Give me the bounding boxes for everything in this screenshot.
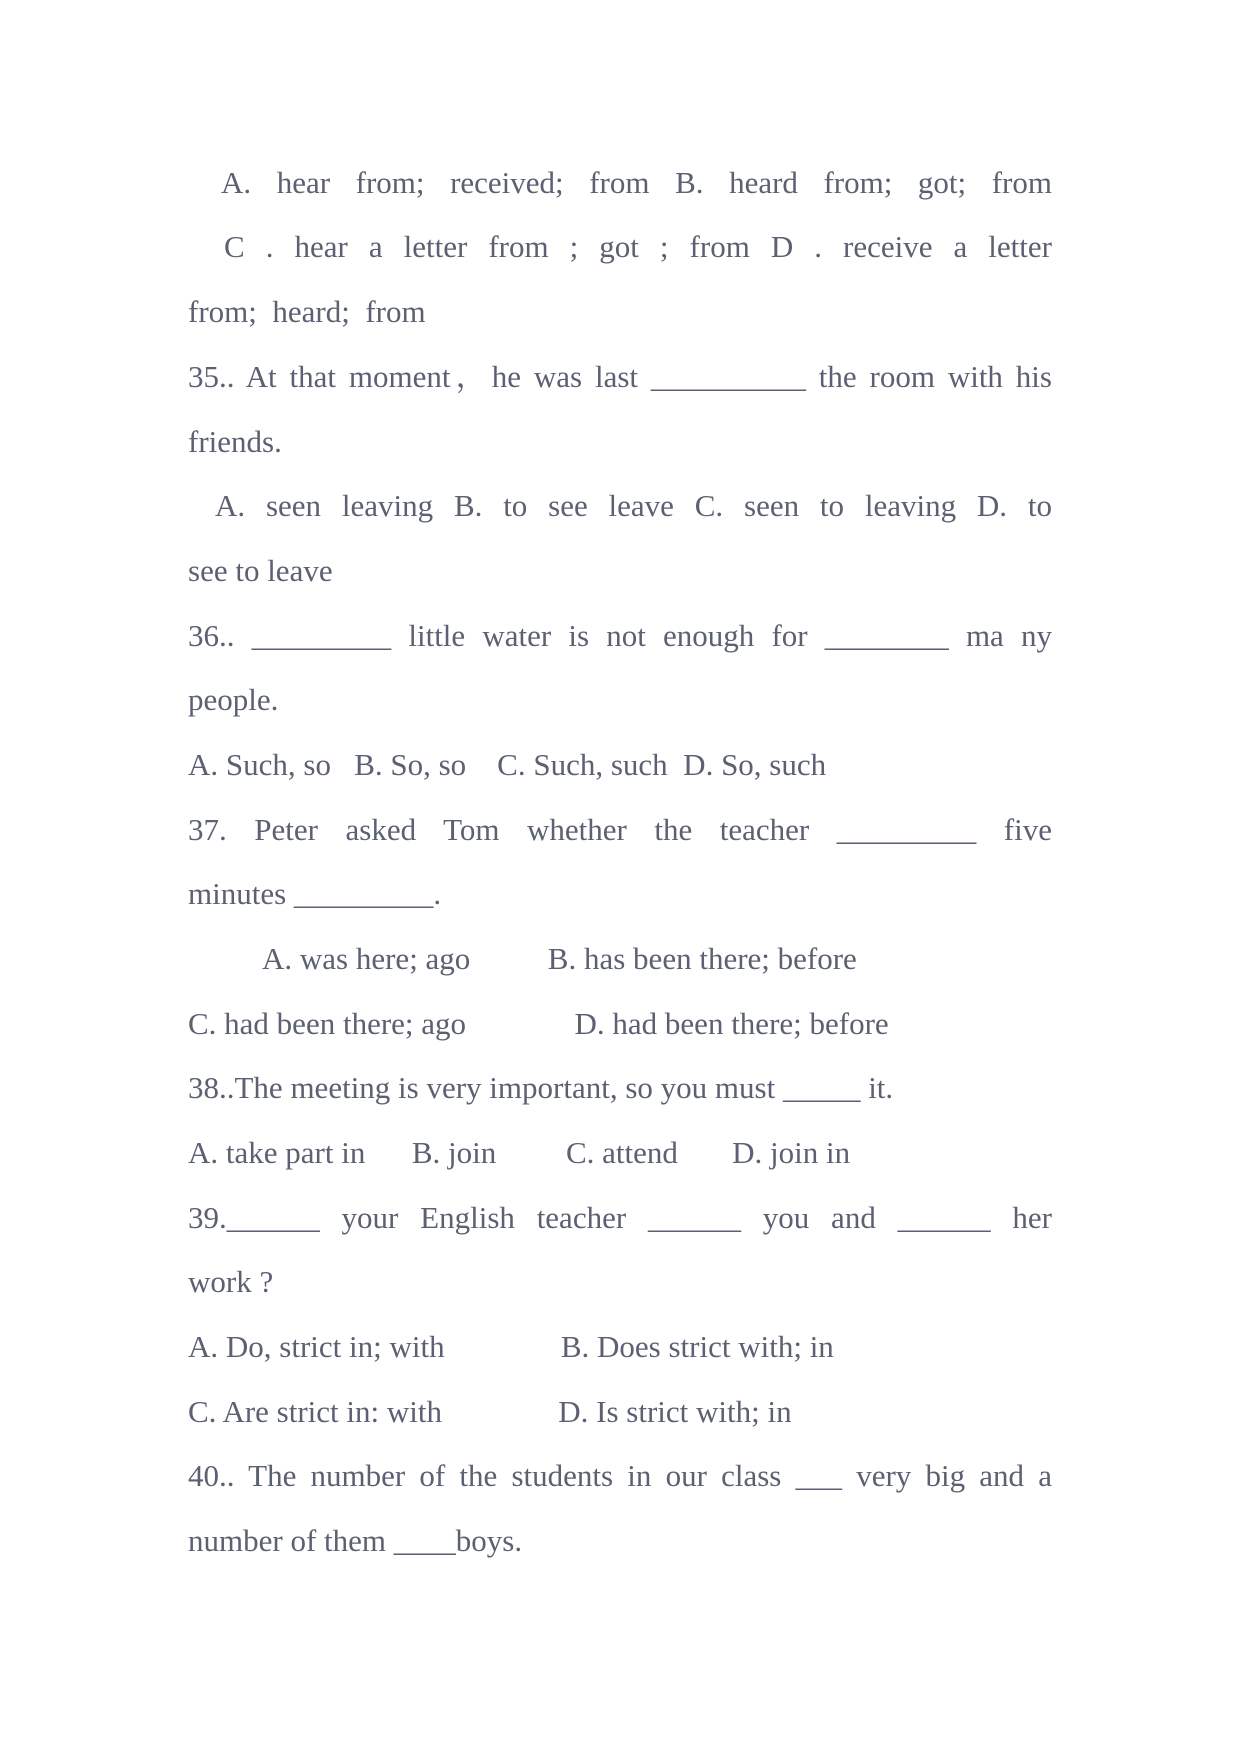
q34-options-line-2: C . hear a letter from ; got ; from D . receive a letter bbox=[224, 229, 1052, 264]
q39-options-line-1: A. Do, strict in; with B. Does strict with; in bbox=[188, 1329, 834, 1364]
q37-options-line-1: A. was here; ago B. has been there; before bbox=[262, 941, 857, 976]
q36-options: A. Such, so B. So, so C. Such, such D. So, such bbox=[188, 747, 827, 782]
q37-options-line-2: C. had been there; ago D. had been there; before bbox=[188, 1006, 889, 1041]
q34-options-line-1: A. hear from; received; from B. heard from; got; from bbox=[221, 165, 1052, 200]
q36-stem-line-2: people. bbox=[188, 682, 279, 717]
q36-stem-line-1: 36.. _________ little water is not enough for ________ ma ny bbox=[188, 618, 1052, 653]
q40-stem-line-1: 40.. The number of the students in our class ___ very big and a bbox=[188, 1458, 1052, 1493]
q35-stem-line-1: 35.. At that moment，he was last __________ the room with his bbox=[188, 359, 1052, 394]
q35-options-line-2: see to leave bbox=[188, 553, 333, 588]
q39-stem-line-2: work ? bbox=[188, 1264, 274, 1299]
q39-stem-line-1: 39.______ your English teacher ______ you and ______ her bbox=[188, 1200, 1052, 1235]
q39-options-line-2: C. Are strict in: with D. Is strict with; in bbox=[188, 1394, 792, 1429]
q35-options-line-1: A. seen leaving B. to see leave C. seen to leaving D. to bbox=[215, 488, 1052, 523]
q38-options: A. take part in B. join C. attend D. join in bbox=[188, 1135, 851, 1170]
q40-stem-line-2: number of them ____boys. bbox=[188, 1523, 523, 1558]
q34-options-line-3: from; heard; from bbox=[188, 294, 426, 329]
q37-stem-line-2: minutes _________. bbox=[188, 876, 442, 911]
q35-stem-line-2: friends. bbox=[188, 424, 282, 459]
q38-stem: 38..The meeting is very important, so you must _____ it. bbox=[188, 1070, 894, 1105]
q37-stem-line-1: 37. Peter asked Tom whether the teacher _________ five bbox=[188, 812, 1052, 847]
